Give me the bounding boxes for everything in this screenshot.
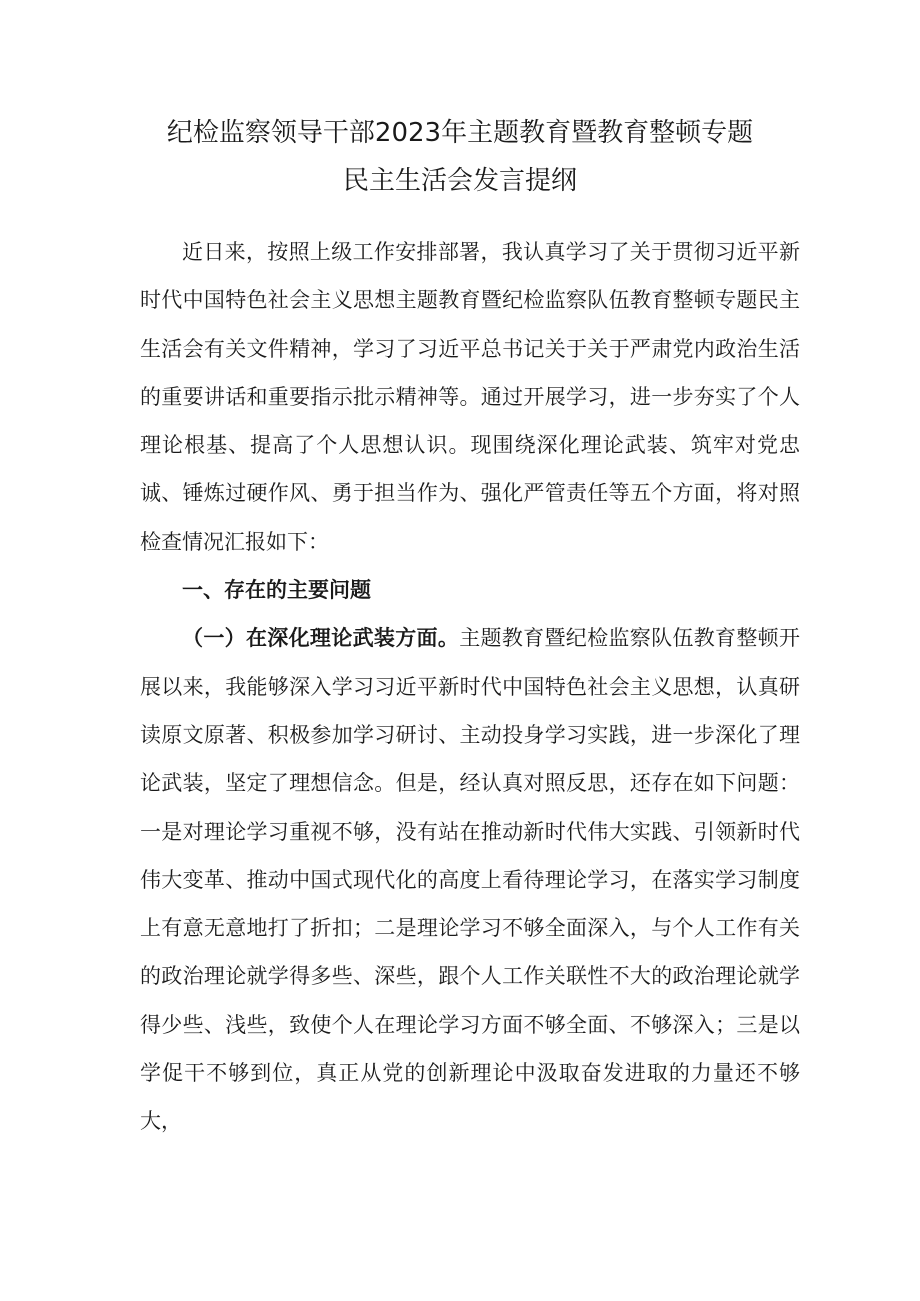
intro-paragraph: 近日来，按照上级工作安排部署，我认真学习了关于贯彻习近平新时代中国特色社会主义思想主题教育暨纪检监察队伍教育整顿专题民主生活会有关文件精神，学习了习近平总书记关于关于严肃党内政治生活的重要讲话和重要指示批示精神等。通过开展学习，进一步夯实了个人理论根基、提高了个人思想认识。现围绕深化理论武装、筑牢对党忠诚、锤炼过硬作风、勇于担当作为、强化严管责任等五个方面，将对照检查情况汇报如下： — [140, 240, 800, 554]
document-title-line-1: 纪检监察领导干部2023年主题教育暨教育整顿专题 — [166, 118, 754, 148]
document-body — [140, 228, 800, 1146]
subsection-body-theory: 主题教育暨纪检监察队伍教育整顿开展以来，我能够深入学习习近平新时代中国特色社会主义思想，认真研读原文原著、积极参加学习研讨、主动投身学习实践，进一步深化了理论武装，坚定了理想信念。但是，经认真对照反思，还存在如下问题：一是对理论学习重视不够，没有站在推动新时代伟大实践、引领新时代伟大变革、推动中国式现代化的高度上看待理论学习，在落实学习制度上有意无意地打了折扣；二是理论学习不够全面深入，与个人工作有关的政治理论就学得多些、深些，跟个人工作关联性不大的政治理论就学得少些、浅些，致使个人在理论学习方面不够全面、不够深入；三是以学促干不够到位，真正从党的创新理论中汲取奋发进取的力量还不够大， — [140, 626, 801, 1134]
subsection-paragraph-theory — [140, 614, 800, 1145]
document-title-line-2: 民主生活会发言提纲 — [342, 166, 577, 196]
subsection-lead-theory: （一）在深化理论武装方面。 — [182, 625, 460, 651]
section-heading-problems: 一、存在的主要问题 — [182, 577, 371, 603]
